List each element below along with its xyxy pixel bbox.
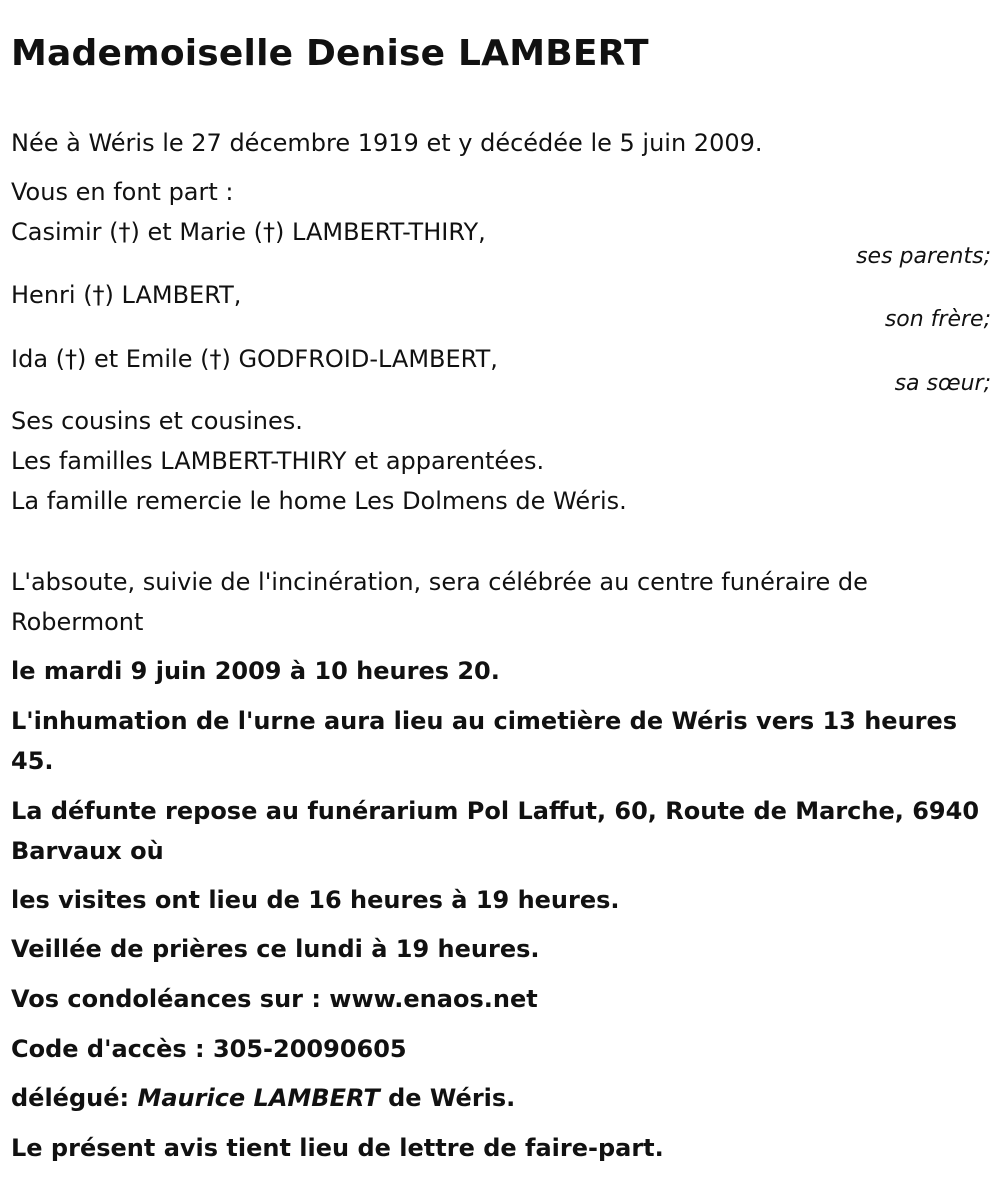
family-brother-relation: son frère; [884,307,991,332]
delegate-line [11,1083,515,1113]
announce-line: Vous en font part : [11,178,234,206]
family-sister-relation: sa sœur; [894,371,991,396]
family-brother-name: Henri (†) LAMBERT, [11,281,242,309]
vigil-text: Veillée de prières ce lundi à 19 heures. [11,935,540,963]
cousins-line: Ses cousins et cousines. [11,407,303,435]
family-parents-name: Casimir (†) et Marie (†) LAMBERT-THIRY, [11,218,486,246]
family-sister-name: Ida (†) et Emile (†) GODFROID-LAMBERT, [11,345,498,373]
notice-title: Mademoiselle Denise LAMBERT [11,33,649,74]
condolences-text: Vos condoléances sur : www.enaos.net [11,985,538,1013]
access-code-text: Code d'accès : 305-20090605 [11,1035,407,1063]
closing-text: Le présent avis tient lieu de lettre de faire-part. [11,1134,664,1162]
visits-text: les visites ont lieu de 16 heures à 19 heures. [11,886,620,914]
delegate-name: Maurice LAMBERT [137,1084,380,1112]
delegate-place: de Wéris. [379,1084,516,1112]
ceremony-text: L'absoute, suivie de l'incinération, sera célébrée au centre funéraire de Robermont [11,568,868,636]
families-line: Les familles LAMBERT-THIRY et apparentées. [11,447,545,475]
birth-death-line: Née à Wéris le 27 décembre 1919 et y décédée le 5 juin 2009. [11,129,763,157]
delegate-label: délégué: [11,1084,138,1112]
thanks-line: La famille remercie le home Les Dolmens de Wéris. [11,487,627,515]
ceremony-date: le mardi 9 juin 2009 à 10 heures 20. [11,657,500,685]
family-parents-relation: ses parents; [856,244,991,269]
inhumation-text: L'inhumation de l'urne aura lieu au cimetière de Wéris vers 13 heures 45. [11,707,958,775]
repose-text: La défunte repose au funérarium Pol Laffut, 60, Route de Marche, 6940 Barvaux où [11,797,980,865]
